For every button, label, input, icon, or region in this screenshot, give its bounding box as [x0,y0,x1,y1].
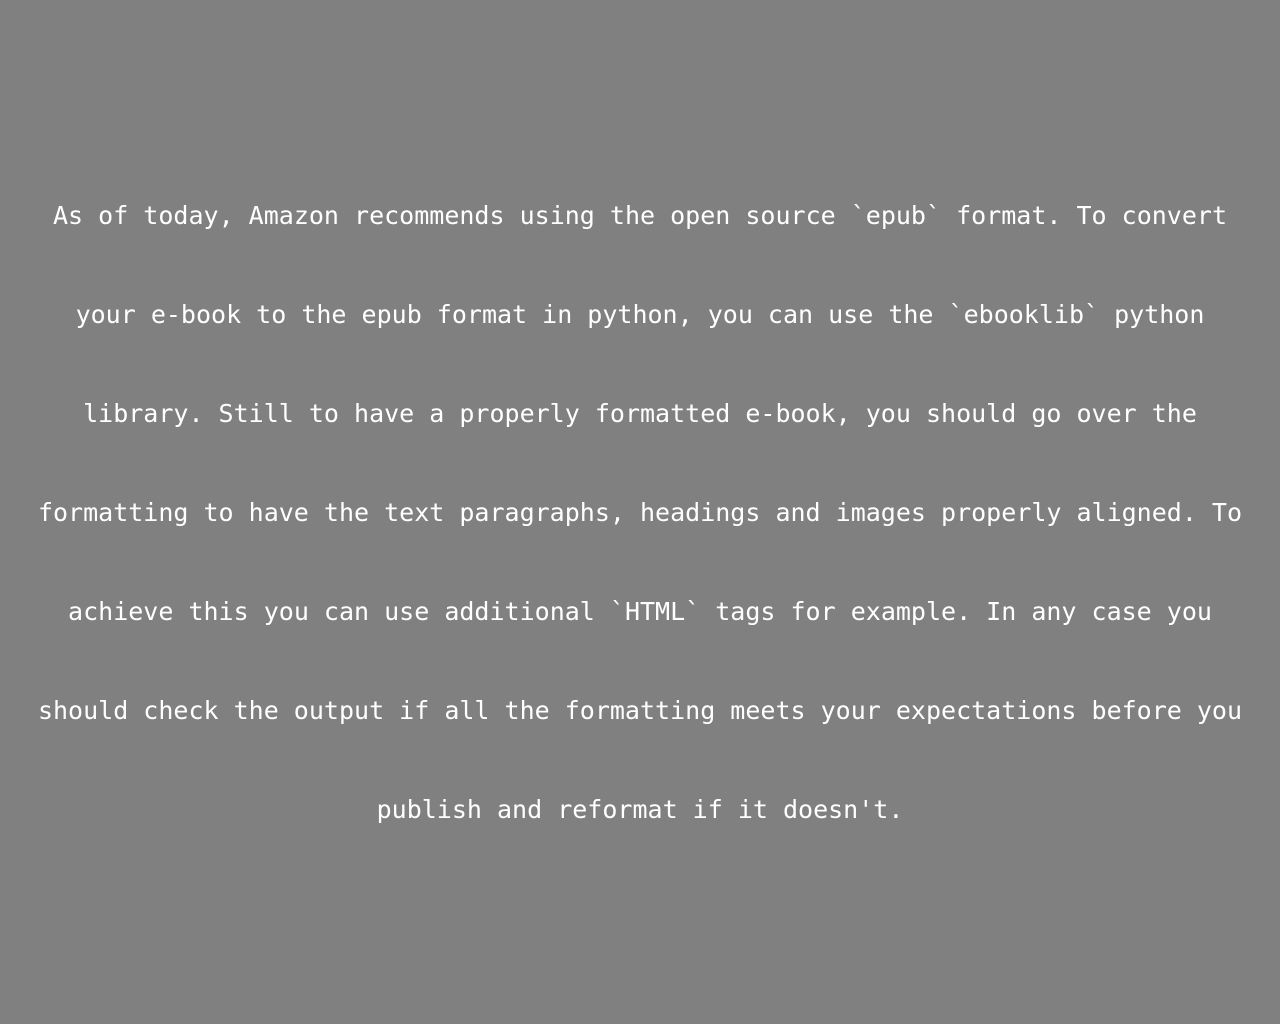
paragraph-text [0,166,1280,859]
paragraph-line: achieve this you can use additional `HTML` tags for example. In any case you [68,597,1212,626]
paragraph-line: publish and reformat if it doesn't. [376,795,904,824]
paragraph-line: your e-book to the epub format in python, you can use the `ebooklib` python [75,300,1205,329]
paragraph-line: formatting to have the text paragraphs, headings and images properly aligned. To [37,498,1243,527]
paragraph-line: As of today, Amazon recommends using the open source `epub` format. To convert [53,201,1227,230]
paragraph-line: should check the output if all the formatting meets your expectations before you [37,696,1243,725]
paragraph-line: library. Still to have a properly formatted e-book, you should go over the [83,399,1197,428]
